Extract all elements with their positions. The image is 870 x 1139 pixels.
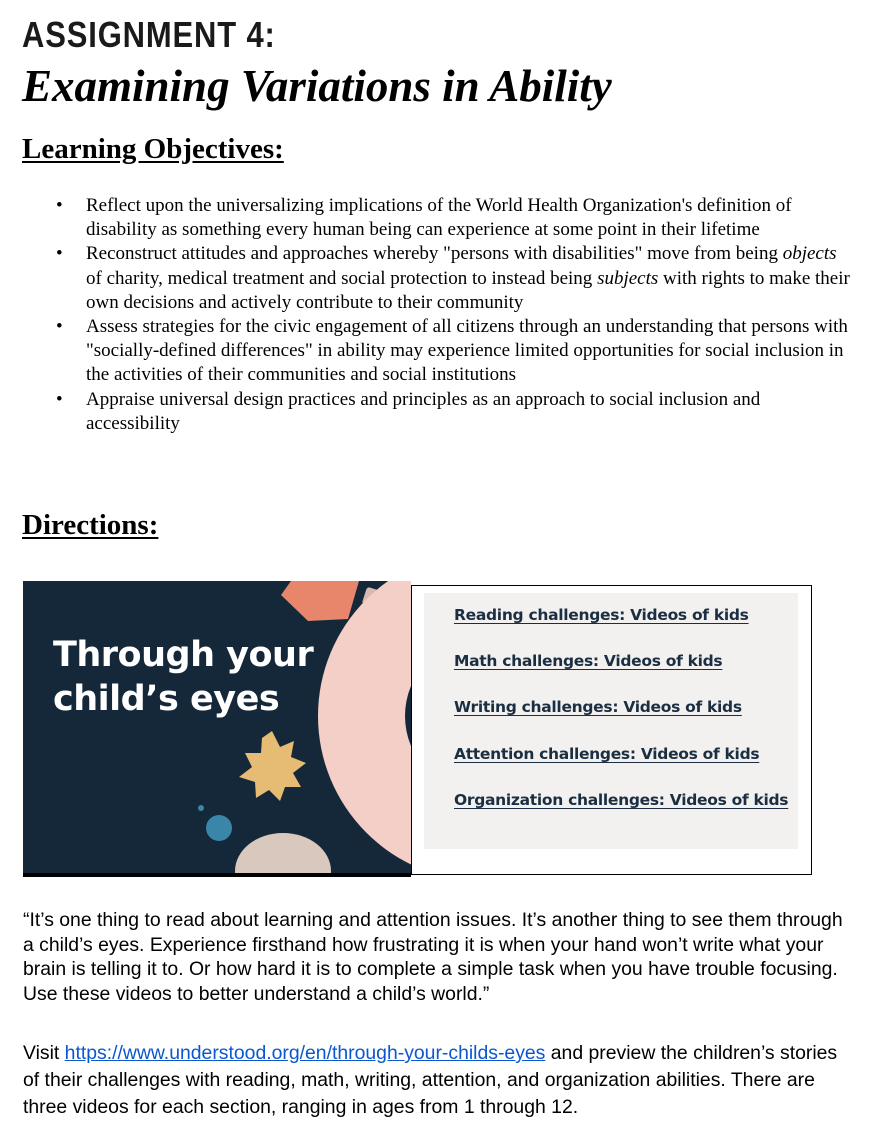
directions-heading: Directions: <box>22 509 159 541</box>
visit-prefix: Visit <box>23 1042 65 1064</box>
pink-ring-shape <box>318 581 411 873</box>
visit-suffix: and preview the children’s stories of their challenges with reading, math, writing, attention, and organization abilities. There are three videos for each section, ranging in ages from 1 through 12. <box>23 1042 838 1118</box>
quote-paragraph: “It’s one thing to read about learning and attention issues. It’s another thing to see them through a child’s eyes. Experience firsthand how frustrating it is when your hand won’t write what your brain is telling it to. Or how hard it is to complete a simple task when you have trouble focusing. Use these videos to better understand a child’s world.” <box>23 909 843 1006</box>
link-writing-challenges[interactable]: Writing challenges: Videos of kids <box>454 698 742 716</box>
assignment-label: ASSIGNMENT 4: <box>22 14 276 55</box>
video-title-line: Through your <box>53 635 314 675</box>
objective-text-part: with rights to make their own decisions and actively contribute to their community <box>86 267 850 313</box>
understood-url-link[interactable]: https://www.understood.org/en/through-your-childs-eyes <box>64 1042 546 1064</box>
bullet-icon: • <box>56 388 63 410</box>
small-blue-dot-shape <box>198 805 204 811</box>
video-links-list <box>424 593 798 849</box>
video-title <box>53 633 313 721</box>
objective-text: Reflect upon the universalizing implications of the World Health Organization's definition of disability as something every human being can experience at some point in their lifetime <box>86 195 792 241</box>
list-item <box>56 194 851 242</box>
list-item <box>56 242 851 315</box>
objective-text: Assess strategies for the civic engagement of all citizens through an understanding that persons with "socially-defined differences" in ability may experience limited opportunities for social inclusion in the activities of their communities and social institutions <box>86 316 848 386</box>
link-attention-challenges[interactable]: Attention challenges: Videos of kids <box>454 745 760 763</box>
objective-text-part: of charity, medical treatment and social protection to instead being <box>86 267 598 289</box>
objective-text <box>86 243 850 312</box>
blue-dot-shape <box>206 815 232 841</box>
visit-paragraph <box>23 1040 858 1121</box>
list-item <box>56 388 851 436</box>
link-reading-challenges[interactable]: Reading challenges: Videos of kids <box>454 606 749 624</box>
bullet-icon: • <box>56 243 63 265</box>
objective-text-part: Reconstruct attitudes and approaches whereby "persons with disabilities" move from being <box>86 243 783 265</box>
emphasis-subjects: subjects <box>597 267 659 289</box>
link-organization-challenges[interactable]: Organization challenges: Videos of kids <box>454 791 789 809</box>
bullet-icon: • <box>56 195 63 216</box>
bullet-icon: • <box>56 316 63 338</box>
assignment-title: Examining Variations in Ability <box>22 61 612 111</box>
objectives-list <box>56 194 851 436</box>
orange-shape <box>281 581 359 621</box>
thumbnail-illustration <box>23 581 411 873</box>
beige-semicircle-shape <box>235 833 331 873</box>
emphasis-objects: objects <box>782 243 837 265</box>
video-title-line: child’s eyes <box>53 679 280 719</box>
star-burst-shape <box>239 731 306 801</box>
list-item <box>56 315 851 388</box>
learning-objectives-heading: Learning Objectives: <box>22 133 284 165</box>
link-math-challenges[interactable]: Math challenges: Videos of kids <box>454 652 723 670</box>
objective-text: Appraise universal design practices and principles as an approach to social inclusion and accessibility <box>86 388 761 434</box>
video-links-panel <box>411 585 812 875</box>
video-thumbnail[interactable] <box>23 581 411 877</box>
